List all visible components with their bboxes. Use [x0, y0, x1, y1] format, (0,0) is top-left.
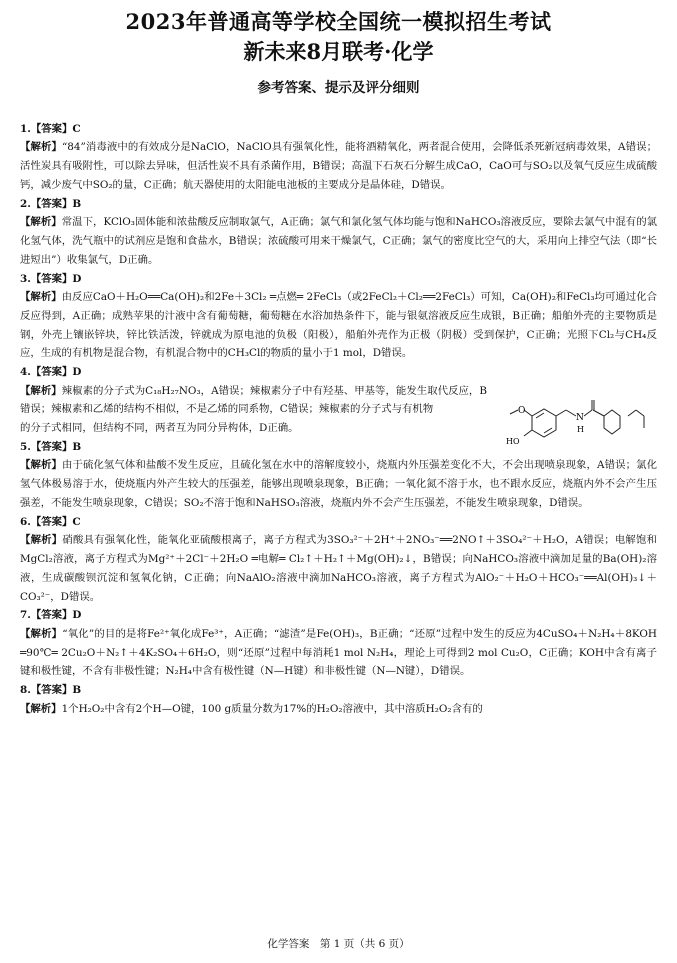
analysis-text: 【解析】1个H₂O₂中含有2个H—O键，100 g质量分数为17%的H₂O₂溶液中，其中溶质H₂O₂含有的	[20, 702, 483, 715]
hydroxyl-label: HO	[506, 436, 520, 446]
analysis-text: 【解析】“氧化”的目的是将Fe²⁺氧化成Fe³⁺，A正确；“滤渣”是Fe(OH)₃，B正确；“还原”过程中发生的反应为4CuSO₄＋N₂H₄＋8KOH ═90℃═ 2Cu₂O＋N₂↑＋4K₂SO₄＋6H₂O，则“还原”过程中每消耗1 mol N₂H₄，理论上可得到2 mol Cu₂O，C正确；KOH中含有离子键和极性键，不含有非极性键；N₂H₄中含有极性键（N—H键）和非极性键（N—N键），D错误。	[20, 627, 657, 678]
question-3	[20, 270, 657, 364]
answer-value: B	[72, 440, 82, 453]
amide-nitrogen-label: N	[576, 412, 584, 423]
answer-value: D	[72, 366, 82, 379]
answer-line: 4.【答案】D	[20, 366, 82, 379]
answer-line: 3.【答案】D	[20, 272, 82, 285]
answer-value: D	[72, 272, 82, 285]
answer-value: B	[72, 684, 82, 697]
answer-line: 6.【答案】C	[20, 515, 81, 528]
analysis-text: 【解析】“84”消毒液中的有效成分是NaClO，NaClO具有强氧化性，能将酒精氧化，两者混合使用，会降低杀死新冠病毒效果，A错误；活性炭具有吸附性，可以除去异味，但活性炭不具有杀菌作用，B错误；高温下石灰石分解生成CaO，CaO可与SO₂以及氧气反应生成硫酸钙，减少废气中SO₂的量，C正确；航天器使用的太阳能电池板的主要成分是晶体硅，D错误。	[20, 141, 657, 191]
molecule-structure-diagram	[492, 398, 657, 458]
exam-title: 2023年普通高等学校全国统一模拟招生考试	[125, 9, 552, 34]
answer-line: 7.【答案】D	[20, 609, 82, 622]
analysis-text: 【解析】常温下，KClO₃固体能和浓盐酸反应制取氯气，A正确；氯气和氯化氢气体均能与饱和NaHCO₃溶液反应，要除去氯气中混有的氯化氢气体，洗气瓶中的试剂应是饱和食盐水，B错误；浓硫酸可用来干燥氯气，C正确；氯气的密度比空气的大，采用向上排空气法（即“长进短出”）收集氯气，D正确。	[20, 216, 658, 266]
questions-list	[20, 120, 657, 718]
question-8	[20, 681, 657, 718]
answer-line: 2.【答案】B	[20, 197, 82, 210]
question-4	[20, 363, 657, 446]
exam-subtitle-chemistry: 新未来8月联考·化学	[243, 39, 434, 64]
analysis-text: 【解析】硝酸具有强氧化性，能氧化亚硫酸根离子，离子方程式为3SO₃²⁻＋2H⁺＋2NO₃⁻══2NO↑＋3SO₄²⁻＋H₂O，A错误；电解饱和MgCl₂溶液，离子方程式为Mg²⁺＋2Cl⁻＋2H₂O ═电解═ Cl₂↑＋H₂↑＋Mg(OH)₂↓，B错误；向NaHCO₃溶液中滴加足量的Ba(OH)₂溶液，生成碳酸钡沉淀和氢氧化钠，C正确；向NaAlO₂溶液中滴加NaHCO₃溶液，离子方程式为AlO₂⁻＋H₂O＋HCO₃⁻══Al(OH)₃↓＋CO₃²⁻，D错误。	[20, 534, 657, 603]
page-footer: 化学答案 第 1 页（共 6 页）	[267, 938, 410, 950]
answer-value: D	[72, 609, 82, 622]
answer-key-heading: 参考答案、提示及评分细则	[257, 80, 420, 96]
answer-line: 1.【答案】C	[20, 123, 81, 135]
analysis-text-continued: 的分子式相同，但结构不同，两者互为同分异构体，D正确。	[20, 422, 299, 435]
methoxy-oxygen-label: O	[518, 405, 526, 416]
question-2	[20, 195, 657, 270]
question-7	[20, 606, 657, 681]
question-1	[20, 120, 657, 195]
analysis-text: 【解析】辣椒素的分子式为C₁₈H₂₇NO₃，A错误；辣椒素分子中有羟基、甲基等，能发生取代反应，B错误；辣椒素和乙烯的结构不相似，不是乙烯的同系物，C错误；辣椒素的分子式与有机物	[20, 384, 487, 416]
answer-line: 5.【答案】B	[20, 440, 82, 453]
amide-hydrogen-label: H	[577, 424, 584, 434]
question-6	[20, 513, 657, 607]
analysis-text: 【解析】由反应CaO＋H₂O══Ca(OH)₂和2Fe＋3Cl₂ ═点燃═ 2FeCl₃（或2FeCl₂＋Cl₂══2FeCl₃）可知，Ca(OH)₂和FeCl₃均可通过化合反应得到，A正确；成熟苹果的汁液中含有葡萄糖，葡萄糖在水浴加热条件下，能与银氨溶液反应生成银，B正确；船舶外壳的主要物质是钢，外壳上镶嵌锌块，锌比铁活泼，锌就成为原电池的负极（阳极），船舶外壳作为正极（阴极）受到保护，C正确；光照下Cl₂与CH₄反应，生成的有机物是混合物，有机混合物中的CH₃Cl的物质的量小于1 mol，D错误。	[20, 291, 657, 360]
answer-value: C	[72, 123, 81, 135]
cyclohexane-ring	[604, 410, 620, 434]
analysis-text: 【解析】由于硫化氢气体和盐酸不发生反应，且硫化氢在水中的溶解度较小，烧瓶内外压强差变化不大，不会出现喷泉现象，A错误；氯化氢气体极易溶于水，使烧瓶内外产生较大的压强差，能够出现喷泉现象，B正确；一氧化氮不溶于水，也不跟水反应，烧瓶内外不会产生压强差，不能发生喷泉现象，C错误；SO₂不溶于饱和NaHSO₃溶液，烧瓶内外不会产生压强差，不能发生喷泉现象，D错误。	[20, 459, 657, 509]
answer-value: B	[72, 197, 82, 210]
answer-value: C	[72, 515, 81, 528]
answer-line: 8.【答案】B	[20, 684, 82, 697]
